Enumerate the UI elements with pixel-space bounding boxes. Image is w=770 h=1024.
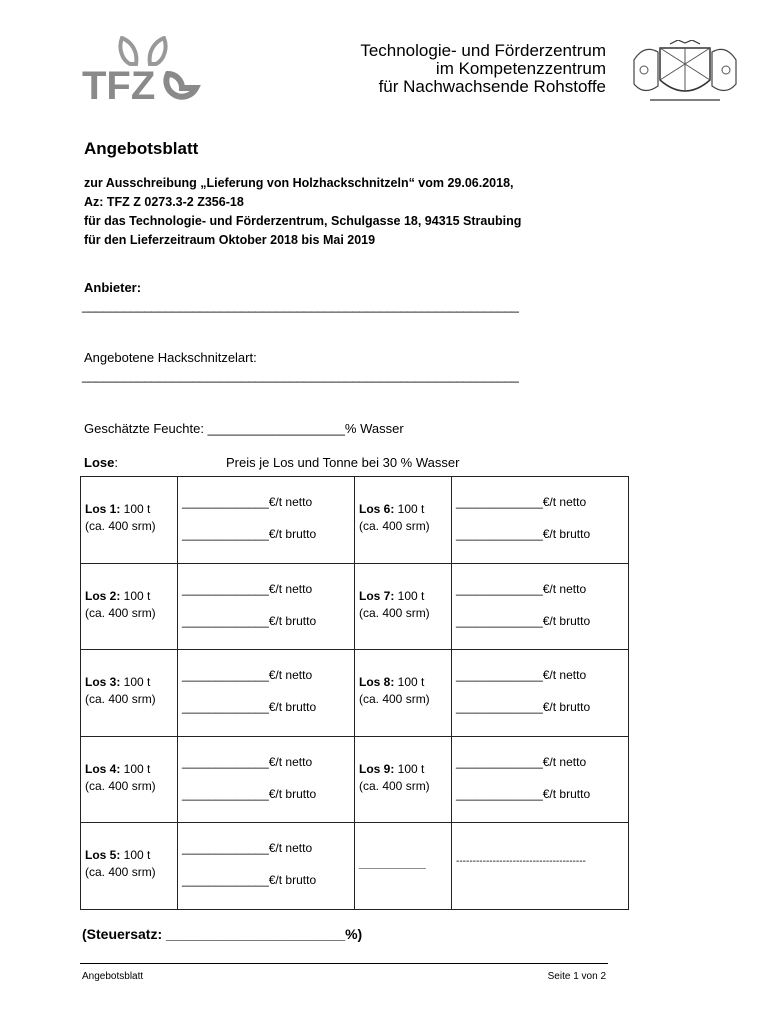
anbieter-label: Anbieter: xyxy=(84,280,142,295)
price-netto-field[interactable]: _____________€/t netto xyxy=(182,841,313,856)
price-cell xyxy=(178,823,355,910)
lot-5 xyxy=(85,847,156,881)
lot-name: Los 3: xyxy=(85,675,121,690)
empty-price-cell xyxy=(452,823,629,910)
lot-volume: (ca. 400 srm) xyxy=(359,519,430,533)
logo-text: TFZ xyxy=(82,64,156,106)
lot-4 xyxy=(85,761,156,795)
lot-8 xyxy=(359,674,430,708)
coat-of-arms-icon xyxy=(630,40,740,104)
lot-volume: (ca. 400 srm) xyxy=(85,519,156,533)
feuchte-field[interactable]: Geschätzte Feuchte: ___________________% Wasser xyxy=(84,421,404,436)
lot-name: Los 9: xyxy=(359,761,395,776)
lot-qty: 100 t xyxy=(120,761,151,776)
lot-cell xyxy=(81,650,178,737)
lot-name: Los 7: xyxy=(359,588,395,603)
lot-name: Los 6: xyxy=(359,502,395,516)
lose-heading xyxy=(84,455,118,470)
footer-left: Angebotsblatt xyxy=(82,971,144,982)
lot-1 xyxy=(85,501,156,535)
table-row xyxy=(81,823,629,910)
page-title: Angebotsblatt xyxy=(84,139,199,158)
tax-rate-field[interactable]: (Steuersatz: _______________________%) xyxy=(82,926,363,942)
table-row xyxy=(81,563,629,650)
lot-volume: (ca. 400 srm) xyxy=(85,865,156,880)
price-netto-field[interactable]: _____________€/t netto xyxy=(182,581,313,596)
subtitle-line: für den Lieferzeitraum Oktober 2018 bis Mai 2019 xyxy=(84,233,376,247)
empty-lot-dash: __________ xyxy=(359,856,426,871)
price-cell xyxy=(452,563,629,650)
tfz-logo xyxy=(82,36,202,106)
org-line: für Nachwachsende Rohstoffe xyxy=(378,77,606,96)
lose-label: Lose xyxy=(84,455,115,470)
lot-7 xyxy=(359,588,430,622)
price-brutto-field[interactable]: _____________€/t brutto xyxy=(182,786,317,801)
lot-3 xyxy=(85,674,156,708)
hackschnitzelart-label: Angebotene Hackschnitzelart: xyxy=(84,350,257,365)
footer-page-number: Seite 1 von 2 xyxy=(547,971,606,982)
price-cell xyxy=(178,477,355,564)
table-row xyxy=(81,477,629,564)
org-line: Technologie- und Förderzentrum xyxy=(360,41,606,60)
lot-cell xyxy=(355,477,452,564)
lot-name: Los 5: xyxy=(85,848,121,863)
price-cell xyxy=(178,736,355,823)
lot-qty: 100 t xyxy=(394,675,425,690)
lot-cell xyxy=(81,477,178,564)
lot-9 xyxy=(359,761,430,795)
price-netto-field[interactable]: _____________€/t netto xyxy=(456,581,587,596)
lot-name: Los 1: xyxy=(85,502,121,516)
price-brutto-field[interactable]: _____________€/t brutto xyxy=(456,786,591,801)
footer-divider xyxy=(80,963,608,964)
lot-name: Los 4: xyxy=(85,761,121,776)
lot-volume: (ca. 400 srm) xyxy=(359,692,430,707)
lot-cell xyxy=(81,563,178,650)
lot-volume: (ca. 400 srm) xyxy=(85,778,156,793)
price-cell xyxy=(452,736,629,823)
tender-subtitle xyxy=(84,174,521,250)
price-brutto-field[interactable]: _____________€/t brutto xyxy=(456,700,591,715)
org-line: im Kompetenzzentrum xyxy=(435,59,606,78)
price-netto-field[interactable]: _____________€/t netto xyxy=(456,495,587,509)
table-row xyxy=(81,650,629,737)
lot-volume: (ca. 400 srm) xyxy=(85,605,156,620)
lot-cell xyxy=(355,736,452,823)
lots-table xyxy=(80,476,629,910)
price-netto-field[interactable]: _____________€/t netto xyxy=(456,754,587,769)
price-brutto-field[interactable]: _____________€/t brutto xyxy=(456,613,591,628)
price-cell xyxy=(178,563,355,650)
price-netto-field[interactable]: _____________€/t netto xyxy=(182,754,313,769)
lot-name: Los 8: xyxy=(359,675,395,690)
lot-volume: (ca. 400 srm) xyxy=(85,692,156,707)
price-brutto-field[interactable]: _____________€/t brutto xyxy=(456,527,591,541)
lot-volume: (ca. 400 srm) xyxy=(359,605,430,620)
lose-caption: Preis je Los und Tonne bei 30 % Wasser xyxy=(226,455,460,470)
anbieter-field[interactable]: _______________________________________________________________ xyxy=(82,298,519,313)
lot-qty: 100 t xyxy=(120,588,151,603)
price-brutto-field[interactable]: _____________€/t brutto xyxy=(182,700,317,715)
lot-volume: (ca. 400 srm) xyxy=(359,778,430,793)
lot-cell xyxy=(355,650,452,737)
price-cell xyxy=(452,650,629,737)
subtitle-line: zur Ausschreibung „Lieferung von Holzhackschnitzeln“ vom 29.06.2018, xyxy=(84,176,514,190)
price-cell xyxy=(178,650,355,737)
lot-qty: 100 t xyxy=(394,502,425,516)
lot-cell xyxy=(81,823,178,910)
hackschnitzelart-field[interactable]: _______________________________________________________________ xyxy=(82,368,519,383)
lot-name: Los 2: xyxy=(85,588,121,603)
price-netto-field[interactable]: _____________€/t netto xyxy=(456,668,587,683)
empty-lot-cell xyxy=(355,823,452,910)
price-brutto-field[interactable]: _____________€/t brutto xyxy=(182,873,317,888)
price-cell xyxy=(452,477,629,564)
lot-cell xyxy=(81,736,178,823)
lot-qty: 100 t xyxy=(394,761,425,776)
price-netto-field[interactable]: _____________€/t netto xyxy=(182,668,313,683)
lose-colon: : xyxy=(114,455,118,470)
price-brutto-field[interactable]: _____________€/t brutto xyxy=(182,527,317,541)
lot-6 xyxy=(359,501,430,535)
lot-2 xyxy=(85,588,156,622)
lot-qty: 100 t xyxy=(394,588,425,603)
subtitle-line: Az: TFZ Z 0273.3-2 Z356-18 xyxy=(84,195,244,209)
empty-price-dash: --------------------------------------- xyxy=(456,856,586,868)
lot-cell xyxy=(355,563,452,650)
org-name xyxy=(360,42,606,96)
lot-qty: 100 t xyxy=(120,502,151,516)
lot-qty: 100 t xyxy=(120,848,151,863)
price-brutto-field[interactable]: _____________€/t brutto xyxy=(182,613,317,628)
lot-qty: 100 t xyxy=(120,675,151,690)
subtitle-line: für das Technologie- und Förderzentrum, Schulgasse 18, 94315 Straubing xyxy=(84,214,522,228)
table-row xyxy=(81,736,629,823)
price-netto-field[interactable]: _____________€/t netto xyxy=(182,495,313,509)
